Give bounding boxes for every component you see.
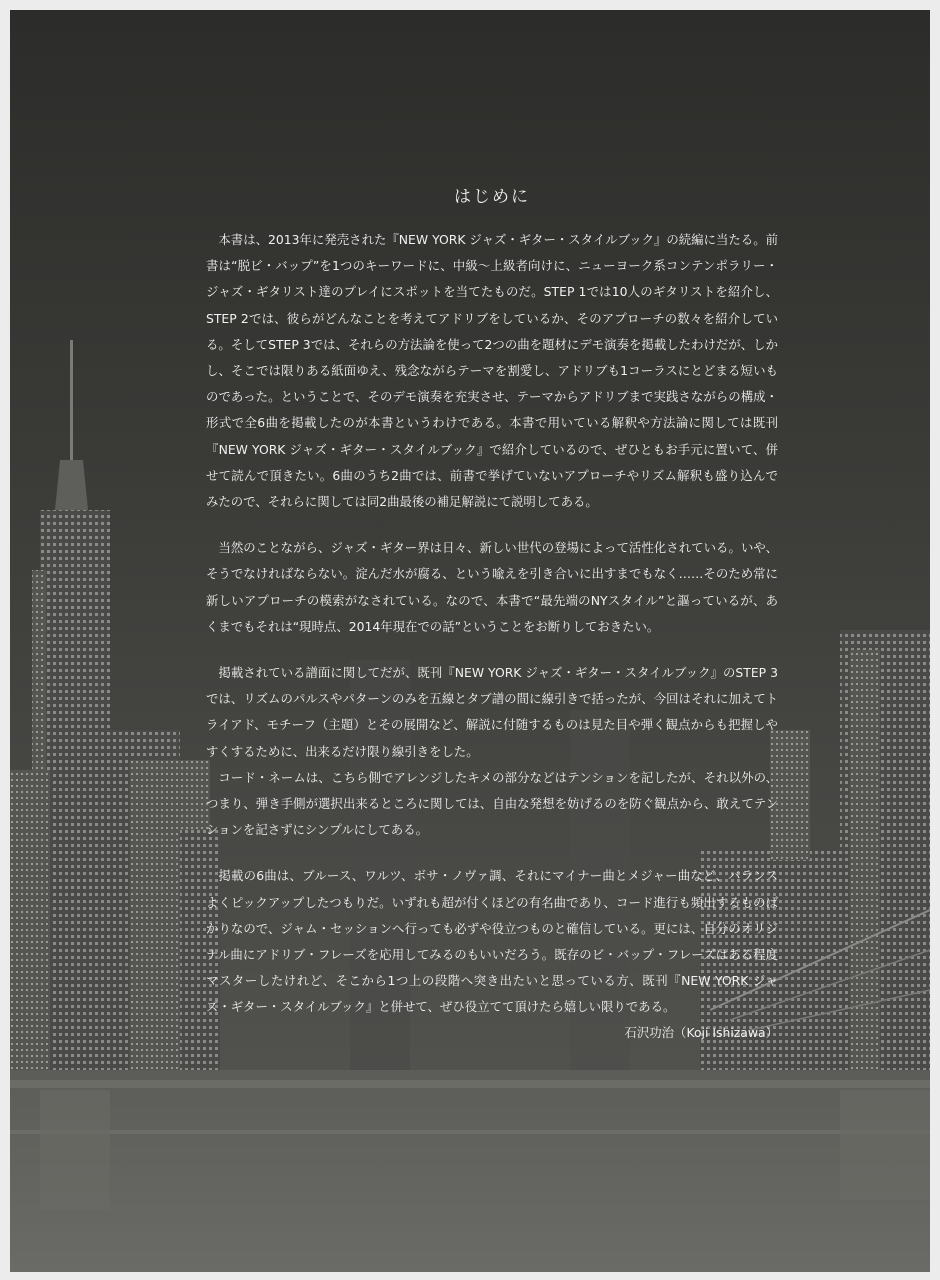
paragraph-3: 掲載されている譜面に関してだが、既刊『NEW YORK ジャズ・ギター・スタイルブック』のSTEP 3では、リズムのパルスやパターンのみを五線とタブ譜の間に線引きで括ったが、今回はそれに加えてトライアド、モチーフ（主題）とその展開など、解説に付随するものは見た目や弾く観点からも把握しやすくするために、出来るだけ限り線引きをした。 [206,665,778,759]
author-signature: 石沢功治（Koji Ishizawa） [624,1024,778,1040]
paragraph-1: 本書は、2013年に発売された『NEW YORK ジャズ・ギター・スタイルブック』の続編に当たる。前書は“脱ビ・バップ”を1つのキーワードに、中級〜上級者向けに、ニューヨーク系コンテンポラリー・ジャズ・ギタリスト達のプレイにスポットを当てたものだ。STEP 1では10人のギタリストを紹介し、STEP 2では、彼らがどんなことを考えてアドリブをしているか、そのアプローチの数々を紹介している。そしてSTEP 3では、それらの方法論を使って2つの曲を題材にデモ演奏を掲載したわけだが、しかし、そこでは限りある紙面ゆえ、残念ながらテーマを割愛し、アドリブも1コーラスにとどまる短いものであった。ということで、そのデモ演奏を充実させ、テーマからアドリブまで実践さながらの構成・形式で全6曲を掲載したのが本書というわけである。本書で用いている解釈や方法論に関しては既刊『NEW YORK ジャズ・ギター・スタイルブック』で紹介しているので、ぜひともお手元に置いて、併せて読んで頂きたい。6曲のうち2曲では、前書で挙げていないアプローチやリズム解釈も盛り込んでみたので、それらに関しては同2曲最後の補足解説にて説明してある。 [206,232,778,510]
intro-text-block [206,182,778,1045]
page [10,10,930,1272]
paragraph-2: 当然のことながら、ジャズ・ギター界は日々、新しい世代の登場によって活性化されている。いや、そうでなければならない。淀んだ水が腐る、という喩えを引き合いに出すまでもなく……そのため常に新しいアプローチの模索がなされている。なので、本書で“最先端のNYスタイル”と謳っているが、あくまでもそれは“現時点、2014年現在での話”ということをお断りしておきたい。 [206,540,778,634]
page-title: はじめに [454,187,530,207]
paragraph-4: コード・ネームは、こちら側でアレンジしたキメの部分などはテンションを記したが、それ以外の、つまり、弾き手側が選択出来るところに関しては、自由な発想を妨げるのを防ぐ観点から、敢えてテンションを記さずにシンプルにしてある。 [206,769,778,838]
paragraph-5: 掲載の6曲は、ブルース、ワルツ、ボサ・ノヴァ調、それにマイナー曲とメジャー曲など、バランスよくピックアップしたつもりだ。いずれも超が付くほどの有名曲であり、コード進行も頻出するものばかりなので、ジャム・セッションへ行っても必ずや役立つものと確信している。更には、自分のオリジナル曲にアドリブ・フレーズを応用してみるのもいいだろう。既存のビ・バップ・フレーズはある程度マスターしたけれど、そこから1つ上の段階へ突き出たいと思っている方、既刊『NEW YORK ジャズ・ギター・スタイルブック』と併せて、ぜひ役立てて頂けたら嬉しい限りである。 [206,868,778,1015]
